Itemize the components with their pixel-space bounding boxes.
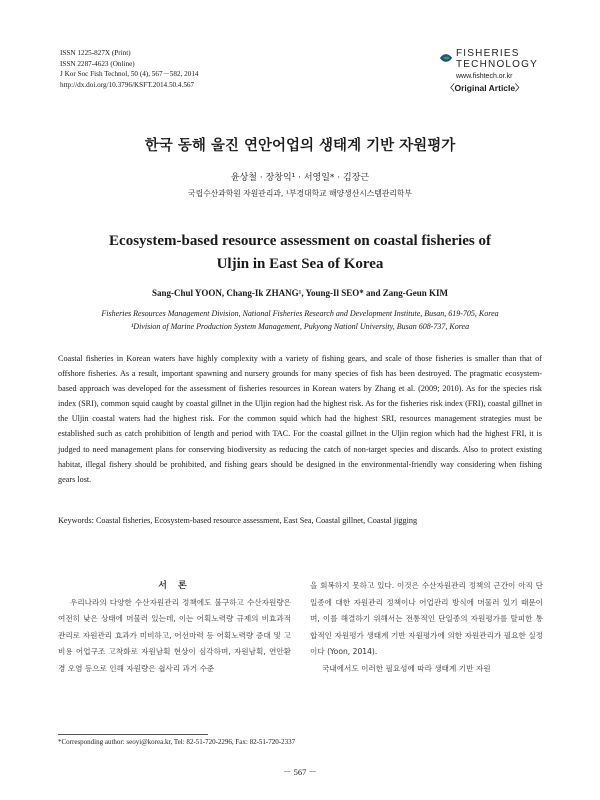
intro-column-2 bbox=[310, 578, 543, 678]
intro-column-1 bbox=[58, 578, 291, 678]
page-number: － 567 － bbox=[282, 767, 317, 777]
footnote-rule bbox=[58, 734, 208, 735]
citation: J Kor Soc Fish Technol, 50 (4), 567－582, 2014 bbox=[60, 70, 199, 78]
article-type: 〈Original Article〉 bbox=[446, 83, 524, 93]
logo-wordmark bbox=[456, 48, 538, 70]
affiliation-english bbox=[40, 307, 560, 333]
authors-english: Sang-Chul YOON, Chang-Ik ZHANG¹, Young-Il SEO* and Zang-Geun KIM bbox=[151, 288, 449, 298]
affiliation-english-2: ¹Division of Marine Production System Management, Pukyong Nationl University, Busan 608-737, Korea bbox=[130, 322, 470, 331]
keywords: Keywords: Coastal fisheries, Ecosystem-based resource assessment, East Sea, Coastal gillnet, Coastal jigging bbox=[58, 516, 418, 525]
journal-url[interactable]: www.fishtech.or.kr bbox=[456, 73, 513, 80]
fish-logo-icon bbox=[438, 50, 454, 66]
title-english bbox=[80, 230, 520, 276]
intro-paragraph-2: 국내에서도 이러한 필요성에 따라 생태계 기반 자원 bbox=[322, 663, 491, 673]
issn-online: ISSN 2287-4623 (Online) bbox=[60, 59, 135, 68]
doi-link[interactable]: http://dx.doi.org/10.3796/KSFT.2014.50.4.567 bbox=[60, 80, 195, 89]
logo-line-1: FISHERIES bbox=[456, 48, 520, 59]
intro-paragraph-1: 우리나라의 다양한 수산자원관리 정책에도 불구하고 수산자원량은 여전히 낮은 상태에 머물러 있는데, 이는 어획노력량 규제의 비효과적 관리로 자원관리 효과가 미비하고, 어선마력 등 어획노력량 증대 및 고비용 어업구조 고착화로 자원남획 현상이 심각하며, 자원남획, 연안환경 오염 등으로 인해 자원량은 쉽사리 과거 수준 bbox=[58, 597, 291, 673]
intro-paragraph-1-cont: 을 회복하지 못하고 있다. 이것은 수산자원관리 정책의 근간이 아직 단일종에 대한 자원관리 정책이나 어업관리 방식에 머물러 있기 때문이며, 이를 해결하기 위해서는 전통적인 단일종의 자원평가를 탈피한 통합적인 자원평가 생태계 기반 자원평가에 의한 자원관리가 필요한 실정이다 (Yoon, 2014). bbox=[310, 581, 543, 657]
abstract: Coastal fisheries in Korean waters have highly complexity with a variety of fishing gears, and scale of those fisheries is smaller than that of offshore fisheries. As a result, important spawning and nursery grounds for many species of fish has been destroyed. The pragmatic ecosystem-based approach was developed for the assessment of fisheries resources in Korean waters by Zhang et al. (2009; 2010). As for the species risk index (SRI), common squid caught by coastal gillnet in the Uljin region had the highest risk. As for the fisheries risk index (FRI), coastal gillnet in the Uljin coastal waters had the highest risk. For the common squid which had the highest SRI, resources management strategies must be established such as catch prohibition of length and period with TAC. For the coastal gillnet in the Uljin region which had the highest FRI, it is judged to need management plans for conserving biodiversity as reducing the catch of non-target species and discards. Also to protect existing habitat, illegal fishery should be prohibited, and fishing gears should be designed in the environmental-friendly way considering when fishing gears lost. bbox=[58, 354, 542, 484]
affiliation-english-1: Fisheries Resources Management Division, National Fisheries Research and Development Institute, Busan, 619-705, Korea bbox=[101, 309, 499, 318]
title-korean: 한국 동해 울진 연안어업의 생태계 기반 자원평가 bbox=[144, 138, 456, 154]
title-english-line-1: Ecosystem-based resource assessment on coastal fisheries of bbox=[109, 233, 491, 249]
section-heading: 서 론 bbox=[158, 581, 191, 591]
title-english-line-2: Uljin in East Sea of Korea bbox=[216, 256, 384, 272]
logo-line-2: TECHNOLOGY bbox=[456, 59, 539, 70]
issn-print: ISSN 1225-827X (Print) bbox=[60, 49, 131, 57]
affiliation-korean: 국립수산과학원 자원관리과, ¹부경대학교 해양생산시스템관리학부 bbox=[188, 189, 412, 198]
journal-meta bbox=[60, 48, 199, 90]
authors-korean: 윤상철 · 장창익¹ · 서영일* · 김장근 bbox=[230, 173, 370, 183]
footnote: *Corresponding author: seoyi@korea.kr, Tel: 82-51-720-2296, Fax: 82-51-720-2337 bbox=[58, 738, 296, 746]
